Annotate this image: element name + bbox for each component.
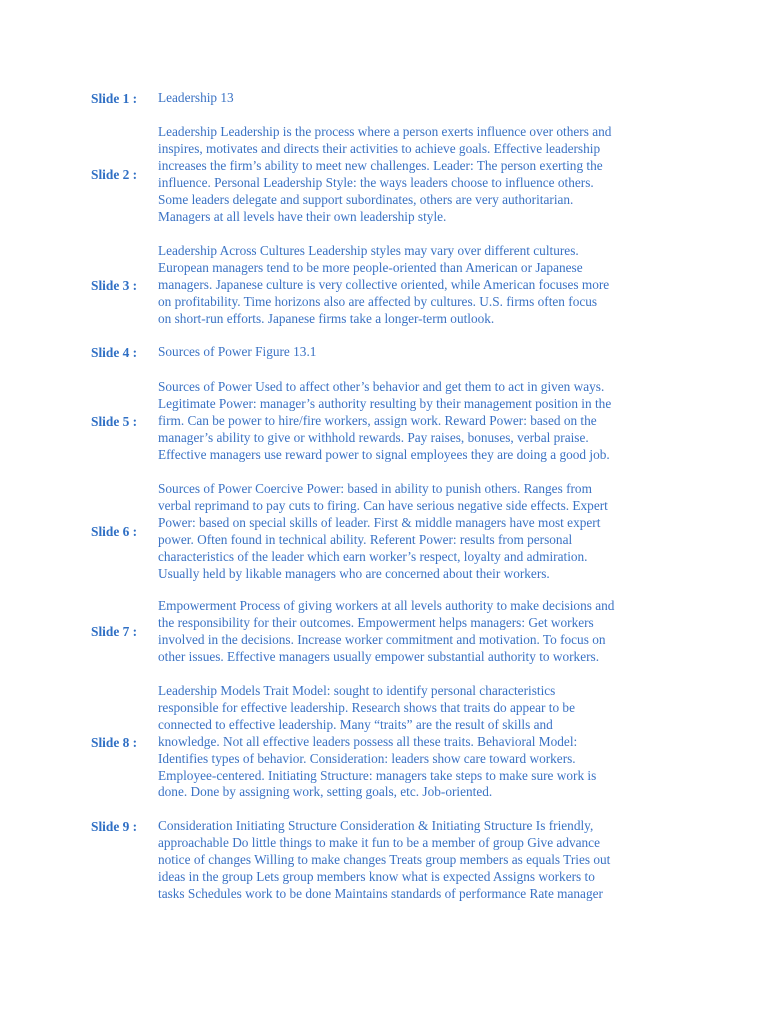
slide-label: Slide 4 :	[91, 345, 138, 360]
slide-label: Slide 1 :	[91, 91, 138, 106]
slide-text: Leadership Leadership is the process where a person exerts influence over others and inspires, motivates and directs their activities to achieve goals. Effective leadership increases the firm’s ability to meet new challenges. Leader: The person exerting the influence. Personal Leadership Style: the ways leaders choose to influence others. Some leaders delegate and support subordinates, others are very authoritarian. Managers at all levels have their own leadership style.	[158, 124, 612, 224]
slide-label: Slide 5 :	[91, 413, 138, 429]
slide-text: Consideration Initiating Structure Consideration & Initiating Structure Is friendly, approachable Do little things to make it fun to be a member of group Give advance notice of changes Willing to make changes Treats group members as equals Tries out ideas in the group Lets group members know what is expected Assigns workers to tasks Schedules work to be done Maintains standards of performance Rate manager	[158, 818, 611, 901]
slide-text: Leadership Models Trait Model: sought to identify personal characteristics responsible for effective leadership. Research shows that traits do appear to be connected to effective leadership. Many “traits” are the result of skills and knowledge. Not all effective leaders possess all these traits. Behavioral Model: Identifies types of behavior. Consideration: leaders show care toward workers. Employee-centered. Initiating Structure: managers take steps to make sure work is done. Done by assigning work, setting goals, etc. Job-oriented.	[158, 683, 597, 800]
slide-label: Slide 3 :	[91, 277, 138, 293]
slide-label: Slide 6 :	[91, 524, 138, 540]
slide-text: Sources of Power Used to affect other’s behavior and get them to act in given ways. Legitimate Power: manager’s authority resulting by their management position in the firm. Can be power to hire/fire workers, assign work. Reward Power: based on the manager’s ability to give or withhold rewards. Pay raises, bonuses, verbal praise. Effective managers use reward power to signal employees they are doing a good job.	[158, 379, 612, 462]
slide-text: Sources of Power Figure 13.1	[158, 344, 317, 359]
slide-text: Empowerment Process of giving workers at all levels authority to make decisions and the responsibility for their outcomes. Empowerment helps managers: Get workers involved in the decisions. Increase worker commitment and motivation. To focus on other issues. Effective managers usually empower substantial authority to workers.	[158, 598, 615, 664]
slide-text: Leadership Across Cultures Leadership styles may vary over different cultures. European managers tend to be more people-oriented than American or Japanese managers. Japanese culture is very collective oriented, while American focuses more on profitability. Time horizons also are affected by cultures. U.S. firms often focus on short-run efforts. Japanese firms take a longer-term outlook.	[158, 243, 610, 326]
slide-label: Slide 9 :	[91, 819, 138, 834]
slide-label: Slide 7 :	[91, 624, 138, 640]
slide-label: Slide 8 :	[91, 734, 138, 750]
slide-text: Sources of Power Coercive Power: based in ability to punish others. Ranges from verbal reprimand to pay cuts to firing. Can have serious negative side effects. Expert Power: based on special skills of leader. First & middle managers have most expert power. Often found in technical ability. Referent Power: results from personal characteristics of the leader which earn worker’s respect, loyalty and admiration. Usually held by likable managers who are concerned about their workers.	[158, 481, 608, 581]
slide-text: Leadership 13	[158, 90, 234, 105]
slide-label: Slide 2 :	[91, 167, 138, 183]
